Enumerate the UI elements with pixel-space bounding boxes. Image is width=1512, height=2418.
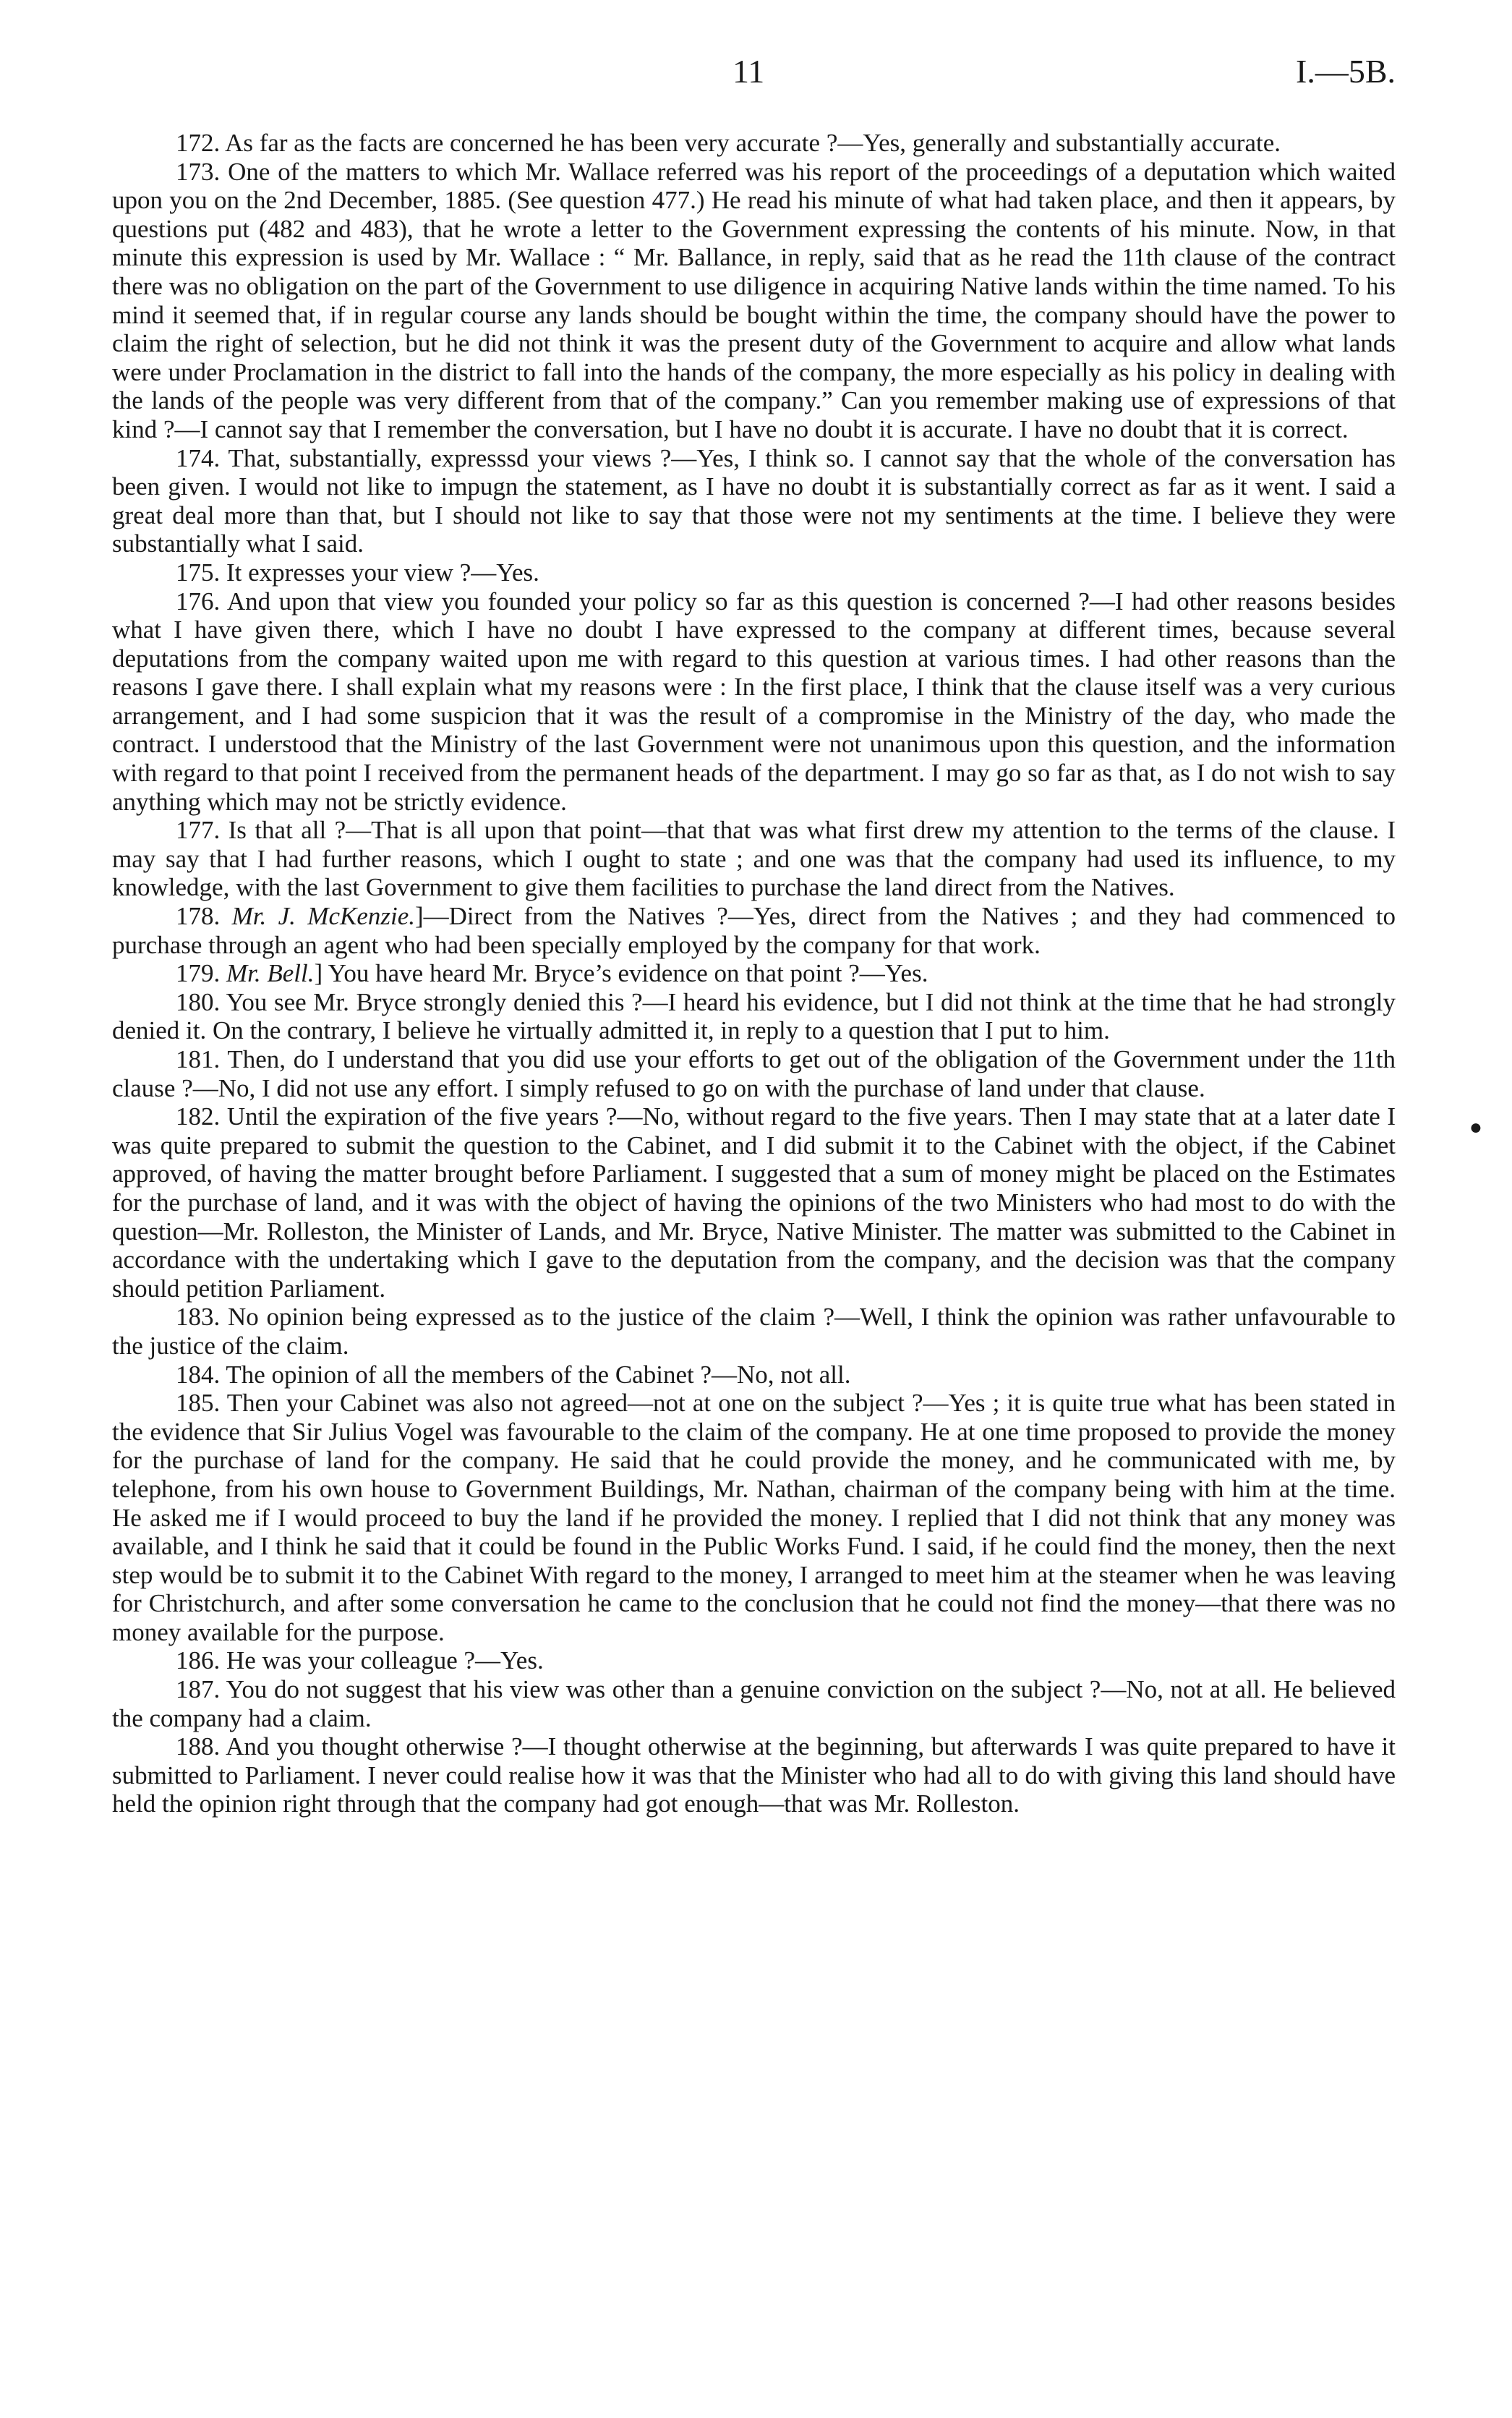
speaker-name: Mr. Bell. bbox=[226, 959, 315, 988]
speaker-name: Mr. J. McKenzie. bbox=[231, 902, 415, 931]
question-180: 180. You see Mr. Bryce strongly denied this ?—I heard his evidence, but I did not think at the time that he had strongly denied it. On the contrary, I believe he virtually admitted it, in reply to a question that I put to him. bbox=[112, 987, 1396, 1045]
question-188: 188. And you thought otherwise ?—I thought otherwise at the beginning, but afterwards I was quite prepared to have it submitted to Parliament. I never could realise how it was that the Minister who had all to do with giving this land should have held the opinion right through that the company had got enough—that was Mr. Rolleston. bbox=[112, 1732, 1396, 1818]
document-reference: I.—5B. bbox=[1296, 53, 1396, 90]
question-187: 187. You do not suggest that his view was other than a genuine conviction on the subject ?—No, not at all. He believed the company had a claim. bbox=[112, 1675, 1396, 1732]
margin-mark: ● bbox=[1469, 1115, 1482, 1139]
question-176: 176. And upon that view you founded your policy so far as this question is concerned ?—I had other reasons besides what I have given there, which I have no doubt I have expressed to the company at different times, because several deputations from the company waited upon me with regard to this question at various times. I had other reasons than the reasons I gave there. I shall explain what my reasons were : In the first place, I think that the clause itself was a very curious arrangement, and I had some suspicion that it was the result of a compromise in the Ministry of the day, who made the contract. I understood that the Ministry of the last Government were not unanimous upon this question, and the information with regard to that point I received from the permanent heads of the department. I may go so far as that, as I do not wish to say anything which may not be strictly evidence. bbox=[112, 587, 1396, 816]
question-172: 172. As far as the facts are concerned he has been very accurate ?—Yes, generally and substantially accurate. bbox=[176, 129, 1281, 157]
question-text: ] You have heard Mr. Bryce’s evidence on that point ?—Yes. bbox=[314, 959, 928, 988]
question-182: 182. Until the expiration of the five years ?—No, without regard to the five years. Then I may state that at a later date I was quite prepared to submit the question to the Cabinet, and I did submit it to the Cabinet with the object, if the Cabinet approved, of having the matter brought before Parliament. I suggested that a sum of money might be placed on the Estimates for the purchase of land, and it was with the object of having the opinions of the two Ministers who had most to do with the question—Mr. Rolleston, the Minister of Lands, and Mr. Bryce, Native Minister. The matter was submitted to the Cabinet in accordance with the undertaking which I gave to the deputation from the company, and the decision was that the company should petition Parliament. bbox=[112, 1102, 1396, 1303]
page-number: 11 bbox=[732, 53, 765, 90]
question-181: 181. Then, do I understand that you did use your efforts to get out of the obligation of the Government under the 11th clause ?—No, I did not use any effort. I simply refused to go on with the purchase of land under that clause. bbox=[112, 1045, 1396, 1102]
page-header bbox=[112, 45, 1396, 103]
question-174: 174. That, substantially, expresssd your views ?—Yes, I think so. I cannot say that the whole of the conversation has been given. I would not like to impugn the statement, as I have no doubt it is substantially correct as far as it went. I said a great deal more than that, but I should not like to say that those were not my sentiments at the time. I believe they were substantially what I said. bbox=[112, 443, 1396, 558]
question-number: 178. bbox=[176, 902, 221, 931]
question-175: 175. It expresses your view ?—Yes. bbox=[176, 558, 539, 587]
question-186: 186. He was your colleague ?—Yes. bbox=[176, 1646, 544, 1675]
question-184: 184. The opinion of all the members of the Cabinet ?—No, not all. bbox=[176, 1360, 851, 1389]
body-text bbox=[112, 129, 1396, 1818]
question-183: 183. No opinion being expressed as to the justice of the claim ?—Well, I think the opinion was rather unfavourable to the justice of the claim. bbox=[112, 1303, 1396, 1360]
document-page bbox=[112, 45, 1482, 1818]
question-173: 173. One of the matters to which Mr. Wallace referred was his report of the proceedings of a deputation which waited upon you on the 2nd December, 1885. (See question 477.) He read his minute of what had taken place, and then it appears, by questions put (482 and 483), that he wrote a letter to the Government expressing the contents of his minute. Now, in that minute this expression is used by Mr. Wallace : “ Mr. Ballance, in reply, said that as he read the 11th clause of the contract there was no obligation on the part of the Government to use diligence in acquiring Native lands within the time named. To his mind it seemed that, if in regular course any lands should be bought within the time, the company should have the power to claim the right of selection, but he did not think it was the present duty of the Government to acquire and allow what lands were under Proclamation in the district to fall into the hands of the company, the more especially as his policy in dealing with the lands of the people was very different from that of the company.” Can you remember making use of expressions of that kind ?—I cannot say that I remember the conversation, but I have no doubt it is accurate. I have no doubt that it is correct. bbox=[112, 157, 1396, 443]
question-177: 177. Is that all ?—That is all upon that point—that that was what first drew my attention to the terms of the clause. I may say that I had further reasons, which I ought to state ; and one was that the company had used its influence, to my knowledge, with the last Government to give them facilities to purchase the land direct from the Natives. bbox=[112, 816, 1396, 902]
question-text: ]—Direct from the Natives ?—Yes, direct from the Natives ; and they had commenced to purchase through an agent who had been specially employed by the company for that work. bbox=[112, 902, 1396, 959]
question-number: 179. bbox=[176, 959, 221, 988]
question-179 bbox=[112, 959, 1396, 988]
question-178 bbox=[112, 902, 1396, 959]
question-185: 185. Then your Cabinet was also not agreed—not at one on the subject ?—Yes ; it is quite true what has been stated in the evidence that Sir Julius Vogel was favourable to the claim of the company. He at one time proposed to provide the money for the purchase of land for the company. He said that he could provide the money, and he communicated with me, by telephone, from his own house to Government Buildings, Mr. Nathan, chairman of the company being with him at the time. He asked me if I would proceed to buy the land if he provided the money. I replied that I did not think that any money was available, and I think he said that it could be found in the Public Works Fund. I said, if he could find the money, then the next step would be to submit it to the Cabinet With regard to the money, I arranged to meet him at the steamer when he was leaving for Christchurch, and after some conversation he came to the conclusion that he could not find the money—that there was no money available for the purpose. bbox=[112, 1389, 1396, 1646]
